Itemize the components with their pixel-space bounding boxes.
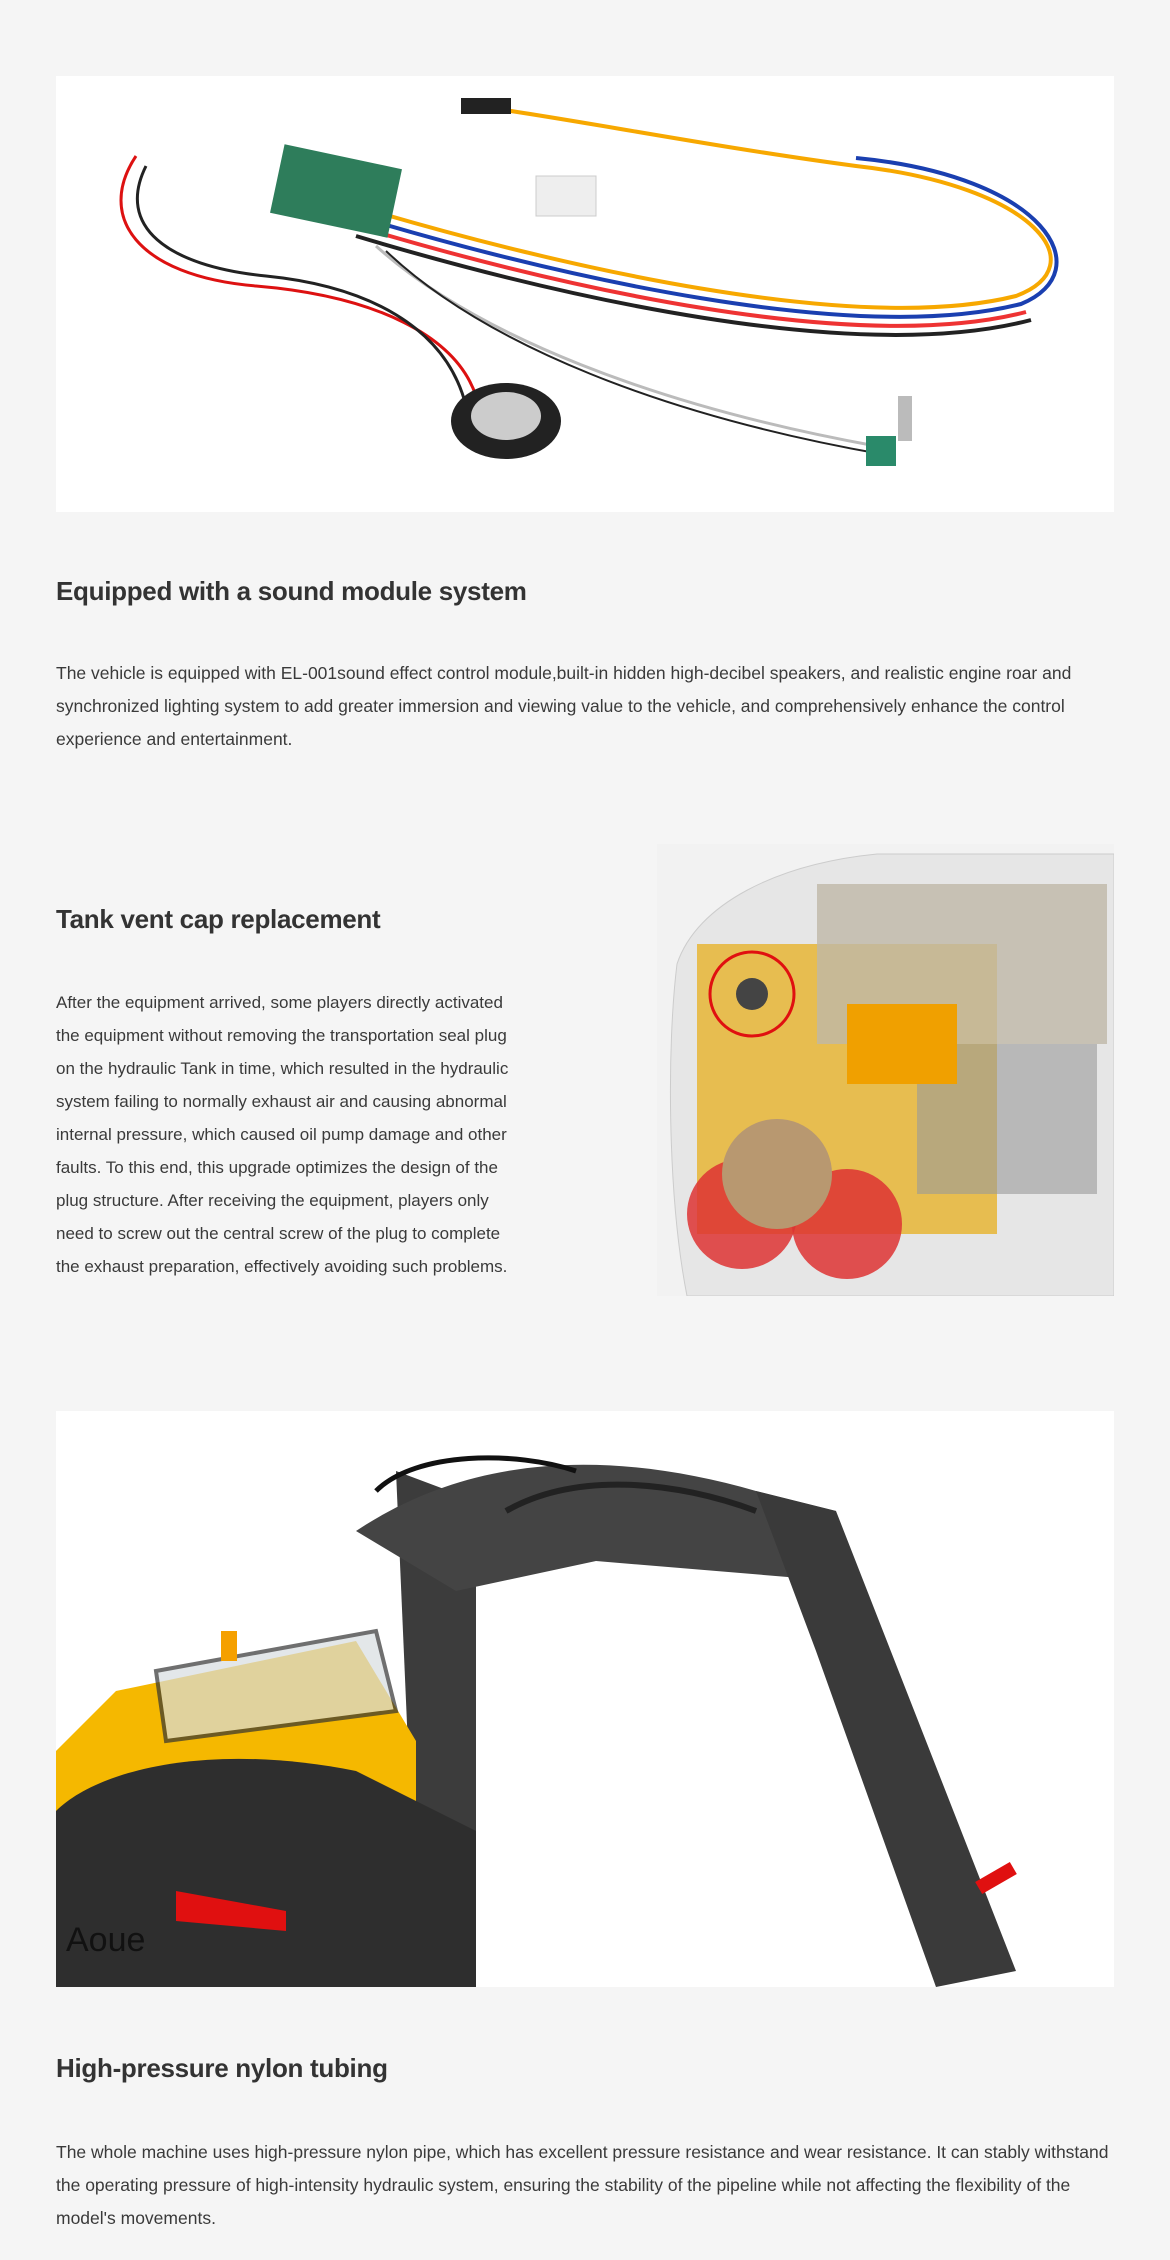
- section-body-tank-vent-cap: After the equipment arrived, some players directly activated the equipment without removing the transportation seal plug on the hydraulic Tank in time, which resulted in the hydraulic system failing to normally exhaust air and causing abnormal internal pressure, which caused oil pump damage and other faults. To this end, this upgrade optimizes the design of the plug structure. After receiving the equipment, players only need to screw out the central screw of the plug to complete the exhaust preparation, effectively avoiding such problems.: [56, 993, 509, 1276]
- excavator-logo: Aoue: [66, 1921, 146, 1959]
- excavator-nylon-tubing-image: [56, 1411, 1114, 1987]
- section-body-sound-module: The vehicle is equipped with EL-001sound effect control module,built-in hidden high-decibel speakers, and realistic engine roar and synchronized lighting system to add greater immersion and viewing value to the vehicle, and comprehensively enhance the control experience and entertainment.: [56, 663, 1072, 749]
- section-title-tank-vent-cap: Tank vent cap replacement: [56, 904, 381, 934]
- tank-vent-cap-image: [657, 844, 1114, 1296]
- section-title-sound-module: Equipped with a sound module system: [56, 576, 527, 606]
- section-title-nylon-tubing: High-pressure nylon tubing: [56, 2053, 388, 2083]
- section-body-nylon-tubing: The whole machine uses high-pressure nylon pipe, which has excellent pressure resistance and wear resistance. It can stably withstand the operating pressure of high-intensity hydraulic system, ensuring the stability of the pipeline while not affecting the flexibility of the model's movements.: [56, 2142, 1109, 2228]
- sound-module-image: [56, 76, 1114, 512]
